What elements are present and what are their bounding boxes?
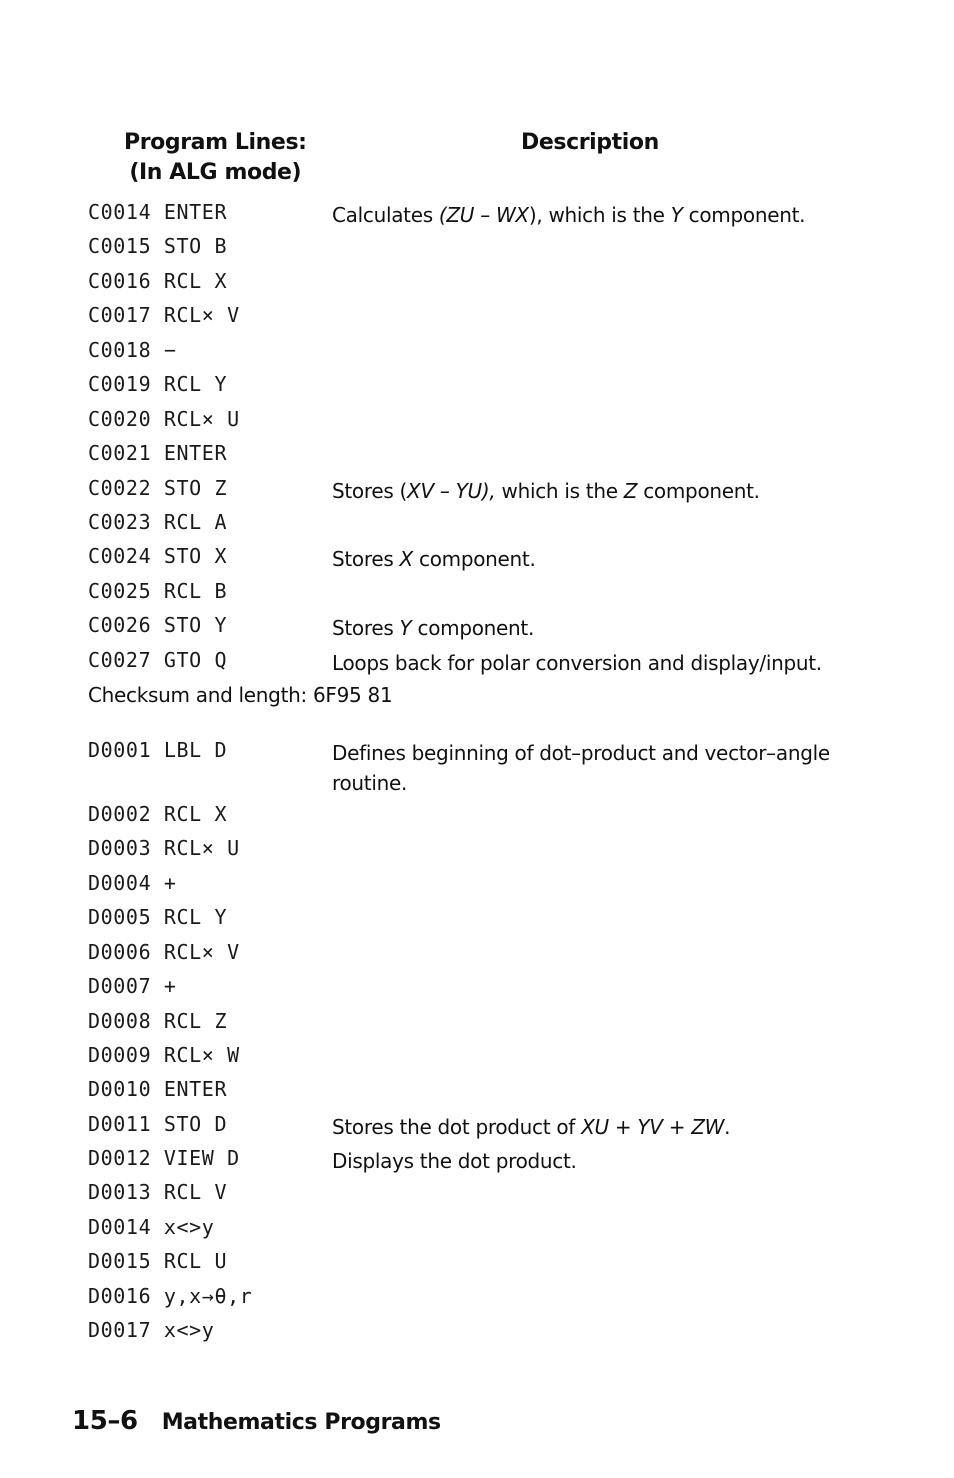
program-line [88, 543, 227, 569]
program-line [88, 233, 227, 259]
line-number: C0024 [88, 544, 152, 568]
program-line [88, 1111, 227, 1137]
instruction: STO Y [163, 613, 228, 637]
program-line [88, 647, 227, 673]
program-line [88, 199, 227, 225]
desc-text: which is the [495, 479, 624, 503]
line-number: C0023 [88, 510, 152, 534]
instruction: VIEW D [163, 1146, 240, 1170]
description [332, 613, 842, 643]
line-number: C0018 [88, 338, 152, 362]
line-number: D0015 [88, 1249, 152, 1273]
program-line [88, 870, 177, 896]
line-number: C0015 [88, 234, 152, 258]
desc-text: Calculates [332, 203, 439, 227]
line-number: D0009 [88, 1043, 152, 1067]
line-number: C0020 [88, 407, 152, 431]
program-line [88, 302, 240, 328]
line-number: C0019 [88, 372, 152, 396]
instruction: RCL A [163, 510, 228, 534]
line-number: D0008 [88, 1009, 152, 1033]
instruction: RCL B [163, 579, 228, 603]
instruction: y,x→θ,r [163, 1284, 253, 1308]
line-number: D0017 [88, 1318, 152, 1342]
instruction: RCL V [163, 1180, 228, 1204]
desc-text: component. [682, 203, 806, 227]
line-number: C0021 [88, 441, 152, 465]
line-number: C0014 [88, 200, 152, 224]
description [332, 1112, 842, 1142]
program-line [88, 1042, 240, 1068]
line-number: D0007 [88, 974, 152, 998]
chapter-title: Mathematics Programs [161, 1410, 441, 1435]
instruction: ENTER [163, 441, 228, 465]
desc-text: Stores ( [332, 479, 408, 503]
instruction: STO B [163, 234, 228, 258]
program-line [88, 475, 227, 501]
instruction: RCL× V [163, 303, 240, 327]
header-line-2: (In ALG mode) [129, 160, 302, 185]
description: Defines beginning of dot–product and vector–angle routine. [332, 741, 830, 795]
instruction: STO X [163, 544, 228, 568]
line-number: D0014 [88, 1215, 152, 1239]
desc-var: Y [670, 203, 683, 227]
instruction: RCL Y [163, 372, 228, 396]
program-line [88, 1179, 227, 1205]
description [332, 476, 842, 506]
description: Loops back for polar conversion and display/input. [332, 651, 822, 675]
line-number: D0012 [88, 1146, 152, 1170]
instruction: RCL Y [163, 905, 228, 929]
program-line [88, 737, 227, 763]
instruction: RCL X [163, 802, 228, 826]
desc-var: XV – YU), [407, 479, 496, 503]
line-number: C0027 [88, 648, 152, 672]
column-header-description: Description [521, 130, 659, 155]
program-line [88, 904, 227, 930]
line-number: D0004 [88, 871, 152, 895]
program-line [88, 578, 227, 604]
checksum-length: Checksum and length: 6F95 81 [88, 683, 393, 707]
program-line [88, 337, 177, 363]
instruction: RCL X [163, 269, 228, 293]
column-header-program-lines [124, 128, 307, 188]
program-line [88, 440, 227, 466]
desc-text: ), which is the [528, 203, 671, 227]
program-line [88, 1214, 214, 1240]
program-line [88, 371, 227, 397]
program-line [88, 1145, 240, 1171]
program-line [88, 1317, 214, 1343]
instruction: x<>y [163, 1318, 215, 1342]
program-line [88, 268, 227, 294]
line-number: C0026 [88, 613, 152, 637]
description: Displays the dot product. [332, 1149, 577, 1173]
program-line [88, 835, 240, 861]
description [332, 200, 842, 230]
instruction: RCL× U [163, 836, 240, 860]
instruction: GTO Q [163, 648, 228, 672]
program-line [88, 973, 177, 999]
desc-var: X [399, 547, 413, 571]
desc-var: XU + YV + ZW [581, 1115, 725, 1139]
desc-text: component. [637, 479, 760, 503]
program-line [88, 406, 240, 432]
instruction: ENTER [163, 200, 228, 224]
page-number: 15–6 [72, 1406, 138, 1436]
header-line-1: Program Lines: [124, 130, 307, 155]
instruction: STO Z [163, 476, 228, 500]
program-line [88, 939, 240, 965]
instruction: + [163, 871, 177, 895]
line-number: D0003 [88, 836, 152, 860]
page-footer [72, 1404, 441, 1440]
line-number: D0005 [88, 905, 152, 929]
line-number: D0006 [88, 940, 152, 964]
program-line [88, 612, 227, 638]
line-number: D0013 [88, 1180, 152, 1204]
program-line [88, 1248, 227, 1274]
line-number: C0022 [88, 476, 152, 500]
instruction: RCL× W [163, 1043, 240, 1067]
program-line [88, 1283, 252, 1309]
desc-var: (ZU – WX [438, 203, 529, 227]
desc-text: component. [412, 547, 536, 571]
instruction: STO D [163, 1112, 228, 1136]
program-line [88, 509, 227, 535]
desc-text: Stores [332, 547, 400, 571]
instruction: RCL Z [163, 1009, 228, 1033]
line-number: D0001 [88, 738, 152, 762]
line-number: C0025 [88, 579, 152, 603]
instruction: RCL× U [163, 407, 240, 431]
instruction: RCL× V [163, 940, 240, 964]
line-number: D0002 [88, 802, 152, 826]
program-line [88, 1008, 227, 1034]
instruction: x<>y [163, 1215, 215, 1239]
desc-text: component. [411, 616, 535, 640]
line-number: D0010 [88, 1077, 152, 1101]
instruction: − [163, 338, 177, 362]
description [332, 544, 842, 574]
desc-var: Z [623, 479, 638, 503]
instruction: RCL U [163, 1249, 228, 1273]
program-line [88, 1076, 227, 1102]
desc-var: Y [399, 616, 412, 640]
line-number: C0017 [88, 303, 152, 327]
line-number: C0016 [88, 269, 152, 293]
line-number: D0011 [88, 1112, 152, 1136]
desc-text: . [724, 1115, 731, 1139]
line-number: D0016 [88, 1284, 152, 1308]
desc-text: Stores the dot product of [332, 1115, 582, 1139]
desc-text: Stores [332, 616, 400, 640]
program-line [88, 801, 227, 827]
instruction: LBL D [163, 738, 228, 762]
instruction: ENTER [163, 1077, 228, 1101]
instruction: + [163, 974, 177, 998]
